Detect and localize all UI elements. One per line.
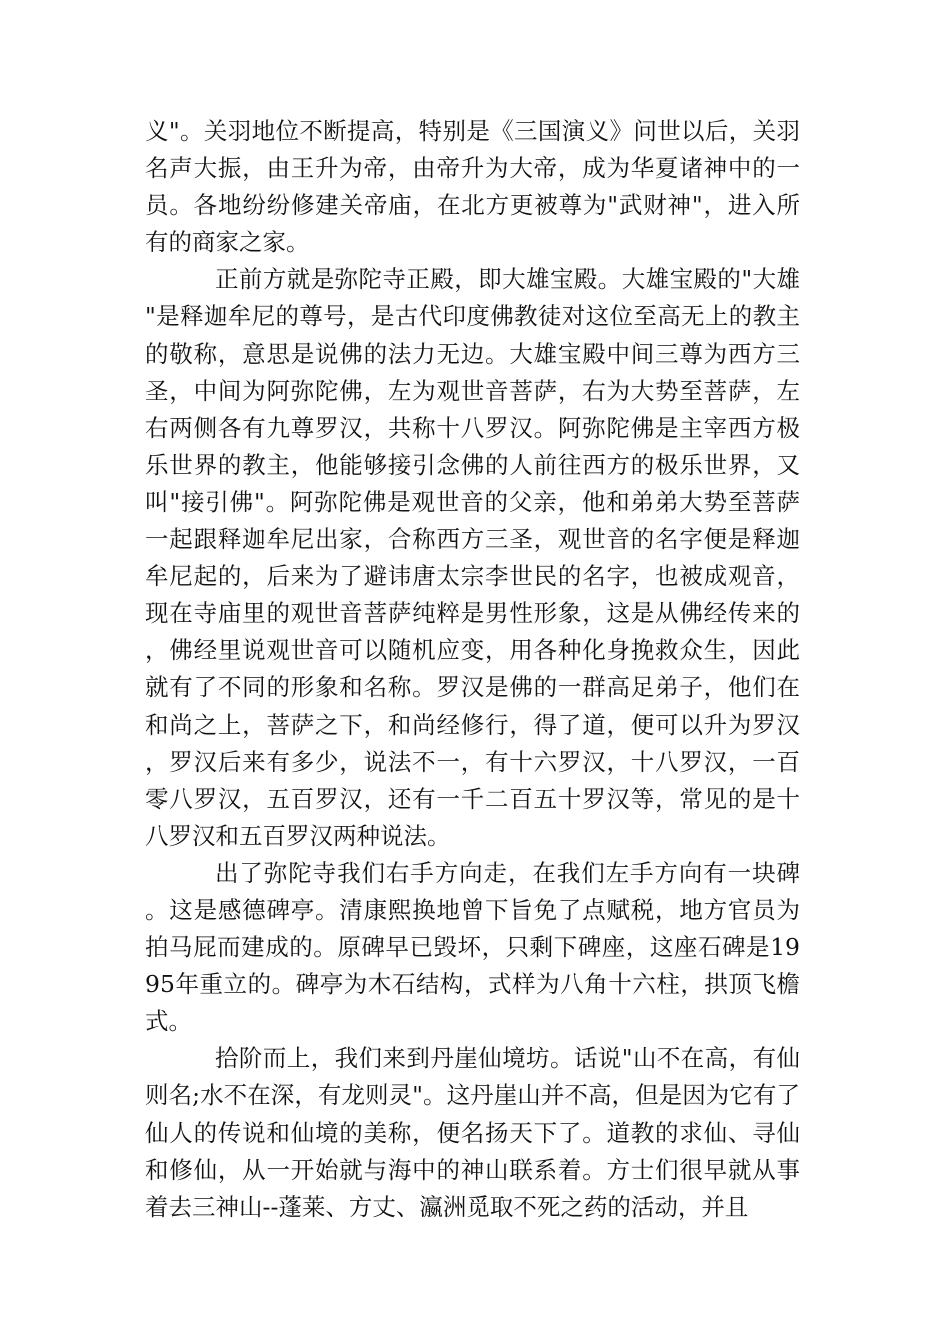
paragraph-stele-pavilion: 出了弥陀寺我们右手方向走，在我们左手方向有一块碑。这是感德碑亭。清康熙换地曾下旨免了点赋税，地方官员为拍马屁而建成的。原碑早已毁坏，只剩下碑座，这座石碑是1995年重立的。碑亭为木石结构，式样为八角十六柱，拱顶飞檐式。 xyxy=(145,858,800,1036)
body-text xyxy=(145,113,800,1226)
paragraph-guanyu: 义"。关羽地位不断提高，特别是《三国演义》问世以后，关羽名声大振，由王升为帝，由帝升为大帝，成为华夏诸神中的一员。各地纷纷修建关帝庙，在北方更被尊为"武财神"，进入所有的商家之家。 xyxy=(145,117,800,257)
paragraph-danya-archway: 拾阶而上，我们来到丹崖仙境坊。话说"山不在高，有仙则名;水不在深，有龙则灵"。这丹崖山并不高，但是因为它有了仙人的传说和仙境的美称，便名扬天下了。道教的求仙、寻仙和修仙，从一开始就与海中的神山联系着。方士们很早就从事着去三神山--蓬莱、方丈、瀛洲觅取不死之药的活动，并且 xyxy=(145,1044,800,1221)
paragraph-main-hall: 正前方就是弥陀寺正殿，即大雄宝殿。大雄宝殿的"大雄"是释迦牟尼的尊号，是古代印度佛教徒对这位至高无上的教主的敬称，意思是说佛的法力无边。大雄宝殿中间三尊为西方三圣，中间为阿弥陀佛，左为观世音菩萨，右为大势至菩萨，左右两侧各有九尊罗汉，共称十八罗汉。阿弥陀佛是主宰西方极乐世界的教主，他能够接引念佛的人前往西方的极乐世界，又叫"接引佛"。阿弥陀佛是观世音的父亲，他和弟弟大势至菩萨一起跟释迦牟尼出家，合称西方三圣，观世音的名字便是释迦牟尼起的，后来为了避讳唐太宗李世民的名字，也被成观音，现在寺庙里的观世音菩萨纯粹是男性形象，这是从佛经传来的，佛经里说观世音可以随机应变，用各种化身挽救众生，因此就有了不同的形象和名称。罗汉是佛的一群高足弟子，他们在和尚之上，菩萨之下，和尚经修行，得了道，便可以升为罗汉，罗汉后来有多少，说法不一，有十六罗汉，十八罗汉，一百零八罗汉，五百罗汉，还有一千二百五十罗汉等，常见的是十八罗汉和五百罗汉两种说法。 xyxy=(145,265,800,850)
